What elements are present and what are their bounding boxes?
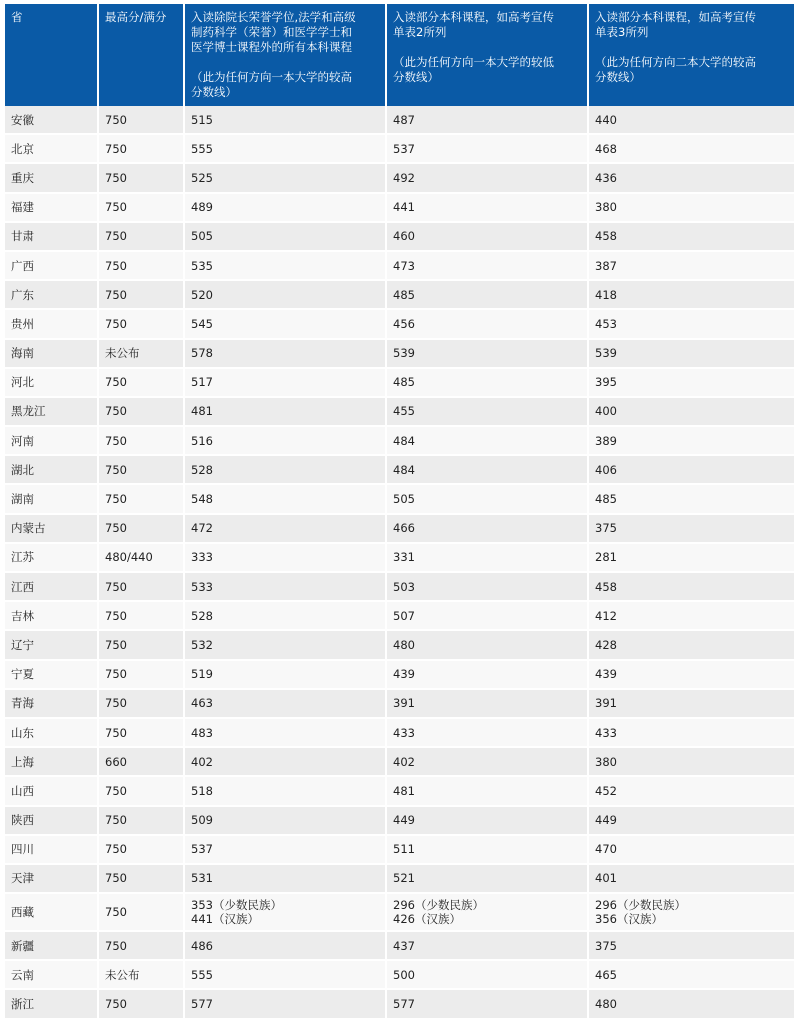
score-cell: 531 xyxy=(185,865,387,894)
score-cell: 453 xyxy=(589,310,794,339)
score-cell: 528 xyxy=(185,602,387,631)
score-cell: 449 xyxy=(589,807,794,836)
max-score-cell: 未公布 xyxy=(99,961,185,990)
score-cell xyxy=(589,894,794,932)
score-cell: 489 xyxy=(185,194,387,223)
score-cell: 555 xyxy=(185,135,387,164)
table-row xyxy=(5,661,794,690)
header-line: 省 xyxy=(11,10,23,24)
score-cell: 515 xyxy=(185,106,387,135)
max-score-cell: 750 xyxy=(99,485,185,514)
table-row xyxy=(5,340,794,369)
score-cell: 391 xyxy=(589,690,794,719)
score-cell: 533 xyxy=(185,573,387,602)
table-row xyxy=(5,777,794,806)
score-cell: 577 xyxy=(387,990,589,1019)
header-col-all-courses xyxy=(185,4,387,106)
score-cell: 439 xyxy=(589,661,794,690)
province-cell: 河南 xyxy=(5,427,99,456)
cell-line: 356（汉族） xyxy=(595,912,663,927)
max-score-cell: 750 xyxy=(99,894,185,932)
province-cell: 广西 xyxy=(5,252,99,281)
cell-line: 426（汉族） xyxy=(393,912,461,927)
score-cell: 485 xyxy=(387,369,589,398)
province-cell: 新疆 xyxy=(5,932,99,961)
score-cell: 440 xyxy=(589,106,794,135)
table-row xyxy=(5,865,794,894)
max-score-cell: 750 xyxy=(99,932,185,961)
score-cell: 528 xyxy=(185,456,387,485)
province-cell: 山东 xyxy=(5,719,99,748)
province-cell: 青海 xyxy=(5,690,99,719)
header-line: （此为任何方向一本大学的较高 xyxy=(191,70,352,84)
max-score-cell: 750 xyxy=(99,310,185,339)
header-line: 分数线） xyxy=(191,85,237,99)
header-line xyxy=(191,55,379,70)
score-cell: 517 xyxy=(185,369,387,398)
table-row xyxy=(5,369,794,398)
cell-line: 441（汉族） xyxy=(191,912,259,927)
table-row xyxy=(5,194,794,223)
score-cell: 505 xyxy=(185,223,387,252)
max-score-cell: 750 xyxy=(99,719,185,748)
max-score-cell: 750 xyxy=(99,281,185,310)
score-cell: 428 xyxy=(589,631,794,660)
score-cell: 460 xyxy=(387,223,589,252)
score-cell: 465 xyxy=(589,961,794,990)
score-cell: 473 xyxy=(387,252,589,281)
score-cell: 484 xyxy=(387,427,589,456)
score-cell: 485 xyxy=(387,281,589,310)
province-cell: 内蒙古 xyxy=(5,515,99,544)
score-cell: 389 xyxy=(589,427,794,456)
header-line: （此为任何方向一本大学的较低 xyxy=(393,55,554,69)
score-cell: 433 xyxy=(387,719,589,748)
header-line: （此为任何方向二本大学的较高 xyxy=(595,55,756,69)
score-cell: 492 xyxy=(387,164,589,193)
score-cell: 458 xyxy=(589,573,794,602)
table-row xyxy=(5,106,794,135)
score-cell: 500 xyxy=(387,961,589,990)
table-row xyxy=(5,398,794,427)
province-cell: 云南 xyxy=(5,961,99,990)
province-cell: 天津 xyxy=(5,865,99,894)
score-cell: 548 xyxy=(185,485,387,514)
table-row xyxy=(5,961,794,990)
table-row xyxy=(5,932,794,961)
max-score-cell: 750 xyxy=(99,223,185,252)
score-cell: 463 xyxy=(185,690,387,719)
score-cell: 537 xyxy=(185,836,387,865)
score-cell: 375 xyxy=(589,515,794,544)
table-row xyxy=(5,836,794,865)
score-cell: 539 xyxy=(387,340,589,369)
score-cell: 455 xyxy=(387,398,589,427)
province-cell: 山西 xyxy=(5,777,99,806)
max-score-cell: 750 xyxy=(99,777,185,806)
score-cell: 456 xyxy=(387,310,589,339)
max-score-cell: 750 xyxy=(99,865,185,894)
header-line: 最高分/满分 xyxy=(105,10,167,24)
max-score-cell: 未公布 xyxy=(99,340,185,369)
table-row xyxy=(5,631,794,660)
score-cell: 401 xyxy=(589,865,794,894)
score-cell: 505 xyxy=(387,485,589,514)
score-cell: 545 xyxy=(185,310,387,339)
table-row xyxy=(5,602,794,631)
province-cell: 浙江 xyxy=(5,990,99,1019)
province-cell: 江西 xyxy=(5,573,99,602)
header-line: 入读部分本科课程，如高考宣传 xyxy=(393,10,554,24)
table-row xyxy=(5,252,794,281)
header-col-table2-courses xyxy=(387,4,589,106)
province-cell: 广东 xyxy=(5,281,99,310)
table-row xyxy=(5,544,794,573)
header-line: 分数线） xyxy=(595,70,641,84)
header-line: 制药科学（荣誉）和医学学士和 xyxy=(191,25,352,39)
table-row xyxy=(5,894,794,932)
max-score-cell: 750 xyxy=(99,106,185,135)
table-row xyxy=(5,807,794,836)
score-cell xyxy=(387,894,589,932)
score-cell: 418 xyxy=(589,281,794,310)
score-table xyxy=(5,4,794,1020)
province-cell: 湖北 xyxy=(5,456,99,485)
cell-line: 296（少数民族） xyxy=(393,898,484,913)
score-cell: 483 xyxy=(185,719,387,748)
max-score-cell: 750 xyxy=(99,602,185,631)
score-cell: 555 xyxy=(185,961,387,990)
score-cell: 503 xyxy=(387,573,589,602)
score-cell: 380 xyxy=(589,748,794,777)
max-score-cell: 750 xyxy=(99,690,185,719)
max-score-cell: 750 xyxy=(99,135,185,164)
max-score-cell: 750 xyxy=(99,456,185,485)
province-cell: 陕西 xyxy=(5,807,99,836)
score-cell: 481 xyxy=(387,777,589,806)
score-cell: 578 xyxy=(185,340,387,369)
score-cell: 395 xyxy=(589,369,794,398)
table-row xyxy=(5,690,794,719)
table-row xyxy=(5,427,794,456)
score-cell: 537 xyxy=(387,135,589,164)
score-cell: 525 xyxy=(185,164,387,193)
score-cell: 433 xyxy=(589,719,794,748)
table-body xyxy=(5,106,794,1020)
province-cell: 福建 xyxy=(5,194,99,223)
province-cell: 辽宁 xyxy=(5,631,99,660)
table-row xyxy=(5,515,794,544)
score-cell: 436 xyxy=(589,164,794,193)
province-cell: 重庆 xyxy=(5,164,99,193)
max-score-cell: 660 xyxy=(99,748,185,777)
table-row xyxy=(5,281,794,310)
score-cell: 516 xyxy=(185,427,387,456)
score-cell: 521 xyxy=(387,865,589,894)
province-cell: 北京 xyxy=(5,135,99,164)
score-cell: 331 xyxy=(387,544,589,573)
score-cell: 486 xyxy=(185,932,387,961)
header-line: 入读除院长荣誉学位,法学和高级 xyxy=(191,10,356,24)
score-cell: 470 xyxy=(589,836,794,865)
score-cell: 472 xyxy=(185,515,387,544)
score-cell: 439 xyxy=(387,661,589,690)
province-cell: 河北 xyxy=(5,369,99,398)
score-cell: 380 xyxy=(589,194,794,223)
score-cell: 437 xyxy=(387,932,589,961)
table-row xyxy=(5,223,794,252)
province-cell: 上海 xyxy=(5,748,99,777)
score-cell: 518 xyxy=(185,777,387,806)
score-cell: 519 xyxy=(185,661,387,690)
header-max-score xyxy=(99,4,185,106)
header-line: 单表3所列 xyxy=(595,25,649,39)
header-row xyxy=(5,4,794,106)
max-score-cell: 750 xyxy=(99,427,185,456)
province-cell: 贵州 xyxy=(5,310,99,339)
header-province xyxy=(5,4,99,106)
score-cell: 577 xyxy=(185,990,387,1019)
score-cell: 520 xyxy=(185,281,387,310)
header-line: 分数线） xyxy=(393,70,439,84)
max-score-cell: 750 xyxy=(99,990,185,1019)
score-cell: 468 xyxy=(589,135,794,164)
max-score-cell: 750 xyxy=(99,836,185,865)
score-cell: 458 xyxy=(589,223,794,252)
score-cell: 507 xyxy=(387,602,589,631)
score-cell: 400 xyxy=(589,398,794,427)
score-cell: 485 xyxy=(589,485,794,514)
score-cell: 402 xyxy=(185,748,387,777)
table-row xyxy=(5,990,794,1019)
max-score-cell: 750 xyxy=(99,661,185,690)
score-cell: 406 xyxy=(589,456,794,485)
score-cell: 281 xyxy=(589,544,794,573)
score-cell: 481 xyxy=(185,398,387,427)
province-cell: 黑龙江 xyxy=(5,398,99,427)
max-score-cell: 750 xyxy=(99,369,185,398)
province-cell: 西藏 xyxy=(5,894,99,932)
max-score-cell: 750 xyxy=(99,573,185,602)
table-row xyxy=(5,310,794,339)
score-cell: 402 xyxy=(387,748,589,777)
score-cell: 391 xyxy=(387,690,589,719)
province-cell: 安徽 xyxy=(5,106,99,135)
score-cell: 511 xyxy=(387,836,589,865)
score-cell: 387 xyxy=(589,252,794,281)
max-score-cell: 750 xyxy=(99,631,185,660)
province-cell: 海南 xyxy=(5,340,99,369)
province-cell: 甘肃 xyxy=(5,223,99,252)
score-cell: 441 xyxy=(387,194,589,223)
score-cell: 412 xyxy=(589,602,794,631)
max-score-cell: 480/440 xyxy=(99,544,185,573)
table-header xyxy=(5,4,794,106)
score-cell: 375 xyxy=(589,932,794,961)
cell-line: 353（少数民族） xyxy=(191,898,282,913)
score-cell: 487 xyxy=(387,106,589,135)
score-cell: 532 xyxy=(185,631,387,660)
score-cell: 484 xyxy=(387,456,589,485)
cell-line: 296（少数民族） xyxy=(595,898,686,913)
max-score-cell: 750 xyxy=(99,515,185,544)
table-row xyxy=(5,135,794,164)
table-row xyxy=(5,719,794,748)
score-cell: 480 xyxy=(387,631,589,660)
score-cell: 333 xyxy=(185,544,387,573)
header-col-table3-courses xyxy=(589,4,794,106)
score-cell: 449 xyxy=(387,807,589,836)
province-cell: 湖南 xyxy=(5,485,99,514)
table-row xyxy=(5,456,794,485)
table-row xyxy=(5,573,794,602)
province-cell: 宁夏 xyxy=(5,661,99,690)
header-line xyxy=(595,40,788,55)
header-line: 医学博士课程外的所有本科课程 xyxy=(191,40,352,54)
max-score-cell: 750 xyxy=(99,807,185,836)
max-score-cell: 750 xyxy=(99,164,185,193)
score-cell: 509 xyxy=(185,807,387,836)
score-cell: 480 xyxy=(589,990,794,1019)
table-row xyxy=(5,748,794,777)
province-cell: 江苏 xyxy=(5,544,99,573)
max-score-cell: 750 xyxy=(99,194,185,223)
province-cell: 吉林 xyxy=(5,602,99,631)
header-line xyxy=(393,40,581,55)
header-line: 单表2所列 xyxy=(393,25,447,39)
score-cell: 452 xyxy=(589,777,794,806)
max-score-cell: 750 xyxy=(99,252,185,281)
max-score-cell: 750 xyxy=(99,398,185,427)
score-cell: 535 xyxy=(185,252,387,281)
score-cell: 539 xyxy=(589,340,794,369)
table-row xyxy=(5,164,794,193)
province-cell: 四川 xyxy=(5,836,99,865)
score-cell xyxy=(185,894,387,932)
header-line: 入读部分本科课程，如高考宣传 xyxy=(595,10,756,24)
score-cell: 466 xyxy=(387,515,589,544)
table-row xyxy=(5,485,794,514)
